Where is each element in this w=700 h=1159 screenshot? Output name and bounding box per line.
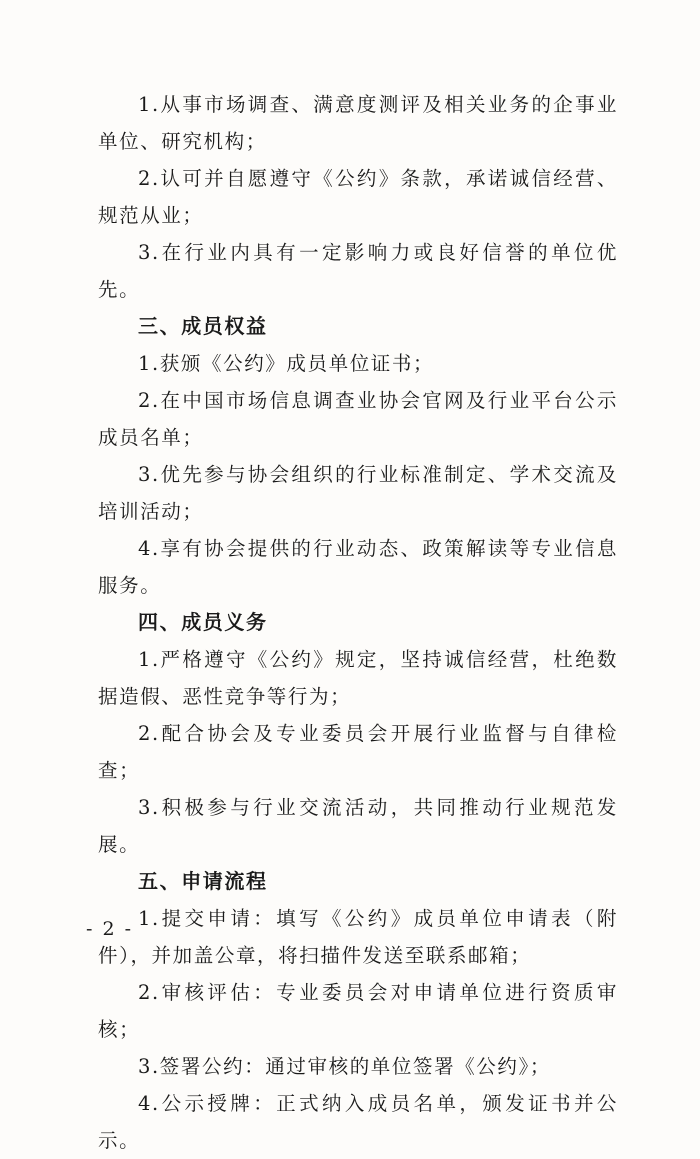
- document-body: [98, 86, 618, 1159]
- list-item: 2.审核评估：专业委员会对申请单位进行资质审核；: [98, 981, 618, 1041]
- section-heading-member-rights: 三、成员权益: [138, 314, 268, 338]
- section-heading-member-obligations: 四、成员义务: [138, 610, 268, 634]
- list-item: 1.获颁《公约》成员单位证书；: [138, 352, 435, 375]
- list-item: 1.提交申请：填写《公约》成员单位申请表（附件），并加盖公章，将扫描件发送至联系邮箱；: [98, 907, 618, 967]
- list-item: 1.严格遵守《公约》规定，坚持诚信经营，杜绝数据造假、恶性竞争等行为；: [98, 648, 618, 708]
- page-number: - 2 -: [86, 918, 134, 940]
- list-item: 3.在行业内具有一定影响力或良好信誉的单位优先。: [98, 241, 618, 301]
- list-item: 1.从事市场调查、满意度测评及相关业务的企事业单位、研究机构；: [98, 93, 618, 153]
- list-item: 2.配合协会及专业委员会开展行业监督与自律检查；: [98, 722, 618, 782]
- section-heading-application-process: 五、申请流程: [138, 869, 268, 893]
- list-item: 3.积极参与行业交流活动，共同推动行业规范发展。: [98, 796, 618, 856]
- list-item: 4.享有协会提供的行业动态、政策解读等专业信息服务。: [98, 537, 618, 597]
- list-item: 2.认可并自愿遵守《公约》条款，承诺诚信经营、规范从业；: [98, 167, 618, 227]
- list-item: 3.签署公约：通过审核的单位签署《公约》；: [138, 1055, 551, 1078]
- list-item: 4.公示授牌：正式纳入成员名单，颁发证书并公示。: [98, 1092, 618, 1152]
- list-item: 2.在中国市场信息调查业协会官网及行业平台公示成员名单；: [98, 389, 618, 449]
- list-item: 3.优先参与协会组织的行业标准制定、学术交流及培训活动；: [98, 463, 618, 523]
